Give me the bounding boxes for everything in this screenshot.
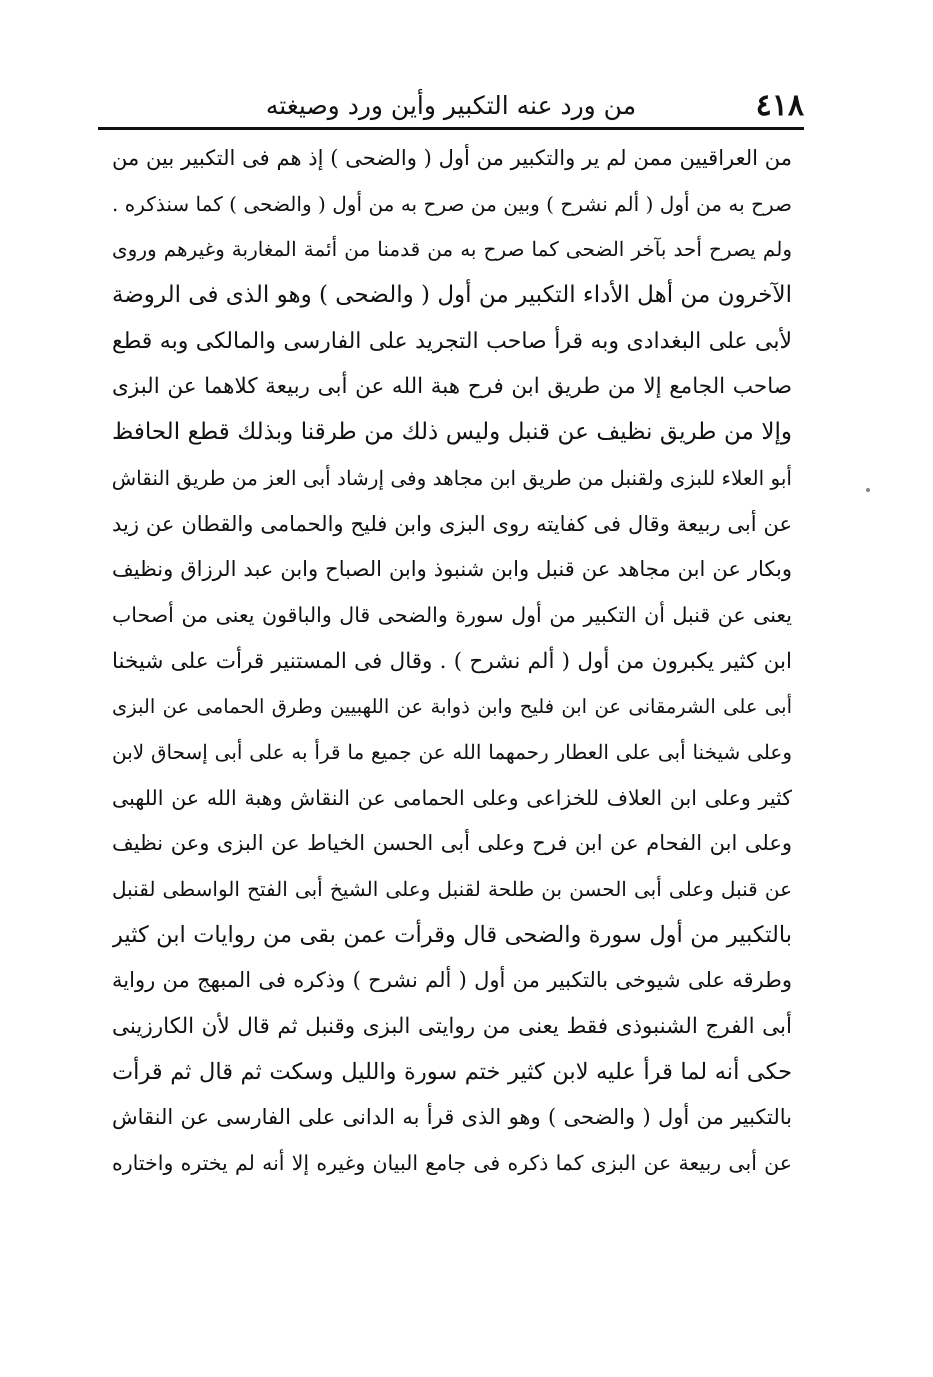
text-line: بالتكبير من أول سورة والضحى قال وقرأت عمن بقى من روايات ابن كثير	[112, 921, 792, 948]
text-line: صرح به من أول ( ألم نشرح ) وبين من صرح به من أول ( والضحى ) كما سنذكره .	[112, 191, 792, 216]
text-line: من العراقيين ممن لم ير والتكبير من أول ( والضحى ) إذ هم فى التكبير بين من	[112, 146, 792, 170]
text-line: أبى الفرج الشنبوذى فقط يعنى من روايتى البزى وقنبل ثم قال لأن الكارزينى	[112, 1014, 792, 1040]
text-line: لأبى على البغدادى وبه قرأ صاحب التجريد على الفارسى والمالكى وبه قطع	[112, 328, 792, 354]
text-line: أبى على الشرمقانى عن ابن فليح وابن ذوابة عن اللهبيين وطرق الحمامى عن البزى	[112, 695, 792, 719]
text-line: وبكار عن ابن مجاهد عن قنبل وابن شنبوذ وابن الصباح وابن عبد الرزاق ونظيف	[112, 557, 792, 582]
text-line: وطرقه على شيوخى بالتكبير من أول ( ألم نشرح ) وذكره فى المبهج من رواية	[112, 968, 792, 993]
text-line: حكى أنه لما قرأ عليه لابن كثير ختم سورة والليل وسكت ثم قال ثم قرأت	[112, 1058, 792, 1085]
text-line: الآخرون من أهل الأداء التكبير من أول ( والضحى ) وهو الذى فى الروضة	[112, 282, 792, 309]
scan-speck	[866, 488, 870, 492]
header-rule	[98, 127, 804, 130]
text-line: أبو العلاء للبزى ولقنبل من طريق ابن مجاهد وفى إرشاد أبى العز من طريق النقاش	[112, 465, 792, 490]
running-title: من ورد عنه التكبير وأين ورد وصيغته	[265, 91, 637, 120]
page-header	[98, 88, 804, 124]
text-line: وإلا من طريق نظيف عن قنبل وليس ذلك من طرقنا وبذلك قطع الحافظ	[112, 419, 792, 446]
body-text	[112, 136, 792, 1187]
text-line: عن أبى ربيعة عن البزى كما ذكره فى جامع البيان وغيره إلا أنه لم يختره واختاره	[112, 1151, 792, 1176]
text-line: يعنى عن قنبل أن التكبير من أول سورة والضحى قال والباقون يعنى من أصحاب	[112, 602, 792, 627]
text-line: عن قنبل وعلى أبى الحسن بن طلحة لقنبل وعلى الشيخ أبى الفتح الواسطى لقنبل	[112, 877, 792, 901]
text-line: كثير وعلى ابن العلاف للخزاعى وعلى الحمامى عن النقاش وهبة الله عن اللهبى	[112, 785, 792, 810]
text-line: وعلى شيخنا أبى على العطار رحمهما الله عن جميع ما قرأ به على أبى إسحاق لابن	[112, 739, 792, 764]
text-line: عن أبى ربيعة وقال فى كفايته روى البزى وابن فليح والحمامى والقطان عن زيد	[112, 511, 792, 536]
text-line: بالتكبير من أول ( والضحى ) وهو الذى قرأ به الدانى على الفارسى عن النقاش	[112, 1105, 792, 1130]
page-number: ٤١٨	[755, 88, 804, 123]
text-line: وعلى ابن الفحام عن ابن فرح وعلى أبى الحسن الخياط عن البزى وعن نظيف	[112, 831, 792, 856]
text-line: صاحب الجامع إلا من طريق ابن فرح هبة الله عن أبى ربيعة كلاهما عن البزى	[112, 374, 792, 400]
text-line: ابن كثير يكبرون من أول ( ألم نشرح ) . وقال فى المستنير قرأت على شيخنا	[112, 648, 792, 674]
text-line: ولم يصرح أحد بآخر الضحى كما صرح به من قدمنا من أئمة المغاربة وغيرهم وروى	[112, 237, 792, 262]
